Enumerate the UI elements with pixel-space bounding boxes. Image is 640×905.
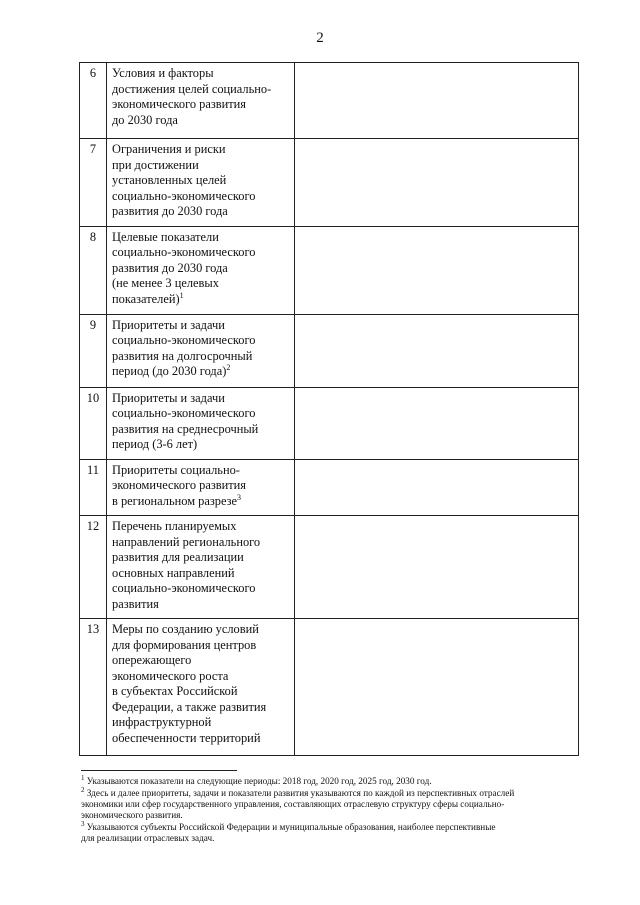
description-line (112, 292, 290, 308)
description-text: инфраструктурной (112, 715, 212, 729)
description-line (112, 97, 290, 113)
description-line (112, 189, 290, 205)
description-text: развития на среднесрочный (112, 421, 259, 436)
footnote-text: экономики или сфер государственного управления, составляющих отраслевую структуру сферы социально- (81, 799, 505, 809)
description-line (112, 245, 290, 261)
table-body (80, 63, 579, 756)
row-description (107, 139, 295, 227)
description-line (112, 463, 290, 479)
description-line (112, 422, 290, 438)
description-text: установленных целей (112, 173, 227, 187)
description-text: направлений регионального (112, 534, 261, 549)
description-text: социально-экономического (112, 188, 256, 203)
description-line (112, 715, 290, 731)
row-number: 9 (80, 314, 107, 387)
footnote-text: Указываются показатели на следующие периоды: 2018 год, 2020 год, 2025 год, 2030 год. (86, 776, 432, 786)
description-text: обеспеченности территорий (112, 730, 261, 745)
description-line (112, 494, 290, 510)
description-line (112, 158, 290, 174)
description-text: экономического развития (112, 478, 246, 492)
footnote-reference[interactable]: 3 (236, 492, 241, 502)
description-line (112, 261, 290, 277)
description-line (112, 700, 290, 716)
description-text: Федерации, а также развития (112, 699, 267, 714)
footnote-mark: 2 (81, 786, 85, 794)
description-text: развития до 2030 года (112, 260, 228, 275)
description-text: основных направлений (112, 565, 235, 580)
description-line (112, 276, 290, 292)
row-description (107, 516, 295, 619)
footnote-separator (81, 770, 237, 771)
footnote-reference[interactable]: 1 (179, 290, 184, 300)
row-value-cell (295, 459, 579, 516)
description-line (112, 731, 290, 747)
description-text: показателей) (112, 291, 180, 306)
footnote-line (81, 776, 591, 787)
description-line (112, 406, 290, 422)
description-text: (не менее 3 целевых (112, 276, 219, 290)
description-text: социально-экономического (112, 245, 256, 259)
description-text: Меры по созданию условий (112, 622, 259, 636)
description-text: социально-экономического (112, 406, 256, 420)
row-number: 8 (80, 226, 107, 314)
row-value-cell (295, 226, 579, 314)
description-line (112, 349, 290, 365)
row-description (107, 459, 295, 516)
description-text: достижения целей социально- (112, 81, 272, 96)
footnote-text: Указываются субъекты Российской Федерации и муниципальные образования, наиболее перспективные (86, 822, 496, 832)
table-row (80, 459, 579, 516)
description-text: до 2030 года (112, 112, 178, 127)
description-line (112, 597, 290, 613)
description-line (112, 142, 290, 158)
description-line (112, 550, 290, 566)
row-value-cell (295, 314, 579, 387)
description-text: развития (112, 596, 159, 611)
description-text: при достижении (112, 157, 199, 172)
description-line (112, 230, 290, 246)
description-line (112, 318, 290, 334)
description-line (112, 653, 290, 669)
row-number: 7 (80, 139, 107, 227)
footnote (81, 776, 591, 787)
description-line (112, 581, 290, 597)
row-value-cell (295, 387, 579, 459)
description-line (112, 333, 290, 349)
row-number: 11 (80, 459, 107, 516)
description-text: Приоритеты и задачи (112, 317, 225, 332)
description-line (112, 437, 290, 453)
footnote-line (81, 810, 591, 821)
description-line (112, 519, 290, 535)
description-line (112, 638, 290, 654)
description-text: период (до 2030 года) (112, 364, 227, 378)
description-text: в субъектах Российской (112, 684, 238, 698)
description-line (112, 173, 290, 189)
footnote (81, 788, 591, 821)
footnote-line (81, 822, 591, 833)
table-row (80, 314, 579, 387)
row-value-cell (295, 619, 579, 756)
table-row (80, 619, 579, 756)
description-text: Целевые показатели (112, 229, 219, 244)
table-row (80, 226, 579, 314)
description-text: Приоритеты социально- (112, 462, 240, 477)
footnote-mark: 3 (81, 820, 85, 828)
description-line (112, 669, 290, 685)
row-number: 6 (80, 63, 107, 139)
description-text: развития для реализации (112, 550, 244, 564)
row-value-cell (295, 139, 579, 227)
description-line (112, 566, 290, 582)
footnote-text: для реализации отраслевых задач. (81, 833, 215, 843)
footnote-mark: 1 (81, 774, 85, 782)
description-text: экономического развития (112, 97, 246, 111)
description-line (112, 535, 290, 551)
row-value-cell (295, 63, 579, 139)
row-description (107, 226, 295, 314)
table-row (80, 63, 579, 139)
row-description (107, 314, 295, 387)
row-description (107, 63, 295, 139)
description-line (112, 82, 290, 98)
description-text: развития на долгосрочный (112, 348, 253, 363)
footnote-line (81, 788, 591, 799)
description-line (112, 478, 290, 494)
description-text: экономического роста (112, 668, 229, 683)
footnotes (81, 776, 591, 845)
description-text: Перечень планируемых (112, 519, 237, 533)
footnote-line (81, 799, 591, 810)
page-number: 2 (316, 30, 324, 46)
row-number: 12 (80, 516, 107, 619)
requirements-table (79, 62, 579, 756)
description-text: Условия и факторы (112, 66, 214, 80)
description-line (112, 391, 290, 407)
description-text: период (3-6 лет) (112, 437, 198, 451)
description-line (112, 364, 290, 380)
table-row (80, 516, 579, 619)
description-line (112, 204, 290, 220)
description-text: Ограничения и риски (112, 142, 226, 156)
table-row (80, 139, 579, 227)
description-line (112, 684, 290, 700)
description-text: Приоритеты и задачи (112, 390, 225, 405)
description-text: опережающего (112, 653, 192, 667)
row-number: 10 (80, 387, 107, 459)
footnote-reference[interactable]: 2 (226, 363, 231, 372)
footnote (81, 822, 591, 844)
footnote-text: Здесь и далее приоритеты, задачи и показатели развития указываются по каждой из перспективных отраслей (86, 788, 515, 798)
description-text: для формирования центров (112, 637, 257, 652)
description-line (112, 622, 290, 638)
row-value-cell (295, 516, 579, 619)
description-text: развития до 2030 года (112, 204, 228, 218)
footnote-line (81, 833, 591, 844)
description-line (112, 66, 290, 82)
row-description (107, 387, 295, 459)
table-row (80, 387, 579, 459)
description-line (112, 113, 290, 129)
footnote-text: экономического развития. (81, 810, 183, 820)
description-text: социально-экономического (112, 333, 256, 347)
description-text: в региональном разрезе (112, 493, 237, 508)
row-description (107, 619, 295, 756)
description-text: социально-экономического (112, 581, 256, 595)
row-number: 13 (80, 619, 107, 756)
